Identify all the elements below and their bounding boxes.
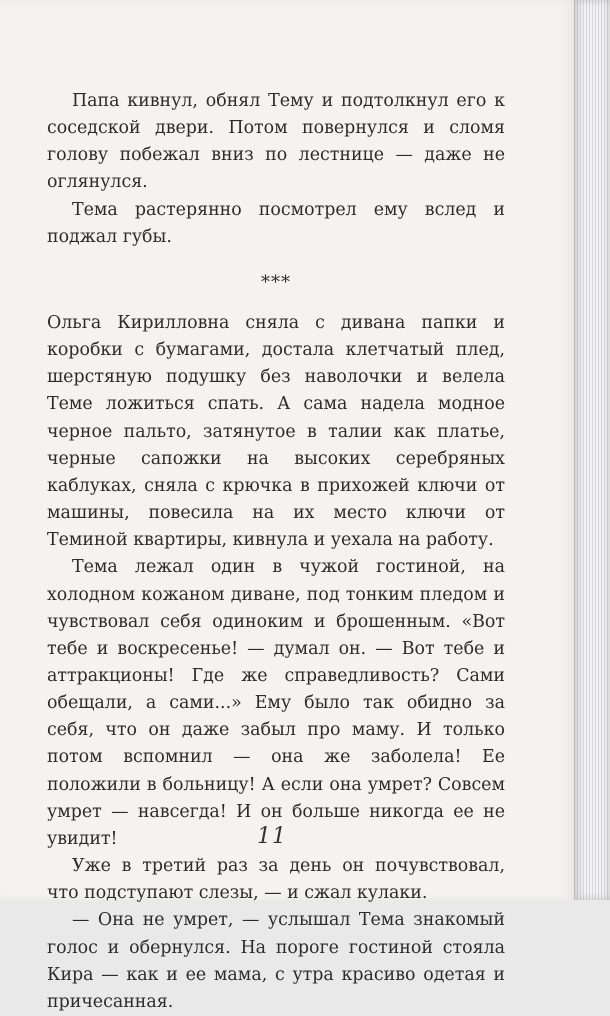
paragraph: Тема растерянно посмотрел ему вслед и поджал губы. xyxy=(47,199,505,247)
paragraph: Уже в третий раз за день он почувствовал, что подступают слезы, — и сжал кулаки. xyxy=(47,856,505,904)
paragraph: Тема лежал один в чужой гостиной, на холодном кожаном диване, под тонким пледом и чувствовал себя одиноким и брошенным. «Вот тебе и воскресенье! — думал он. — Вот тебе и аттракционы! Где же справедливость? Сами обещали, а сами...» Ему было так обидно за себя, что он даже забыл про маму. И только потом вспомнил — она же заболела! Ее положили в больницу! А если она умрет? Совсем умрет — навсегда! И он больше никогда ее не увидит! xyxy=(47,557,505,849)
page-text xyxy=(47,88,505,1016)
paragraph: Ольга Кирилловна сняла с дивана папки и коробки с бумагами, достала клетчатый плед, шерстяную подушку без наволочки и велела Теме ложиться спать. А сама надела модное черное пальто, затянутое в талии как платье, черные сапожки на высоких серебряных каблуках, сняла с крючка в прихожей ключи от машины, повесила на их место ключи от Теминой квартиры, кивнула и уехала на работу. xyxy=(47,312,505,551)
page-edges xyxy=(574,0,610,900)
page-number: 11 xyxy=(257,824,287,849)
paragraph: Папа кивнул, обнял Тему и подтолкнул его к соседской двери. Потом повернулся и сломя голову побежал вниз по лестнице — даже не оглянулся. xyxy=(47,91,505,193)
section-break: *** xyxy=(261,271,291,293)
paragraph: — Она не умрет, — услышал Тема знакомый голос и обернулся. На пороге гостиной стояла Кира — как и ее мама, с утра красиво одетая и причесанная. xyxy=(47,910,505,1012)
